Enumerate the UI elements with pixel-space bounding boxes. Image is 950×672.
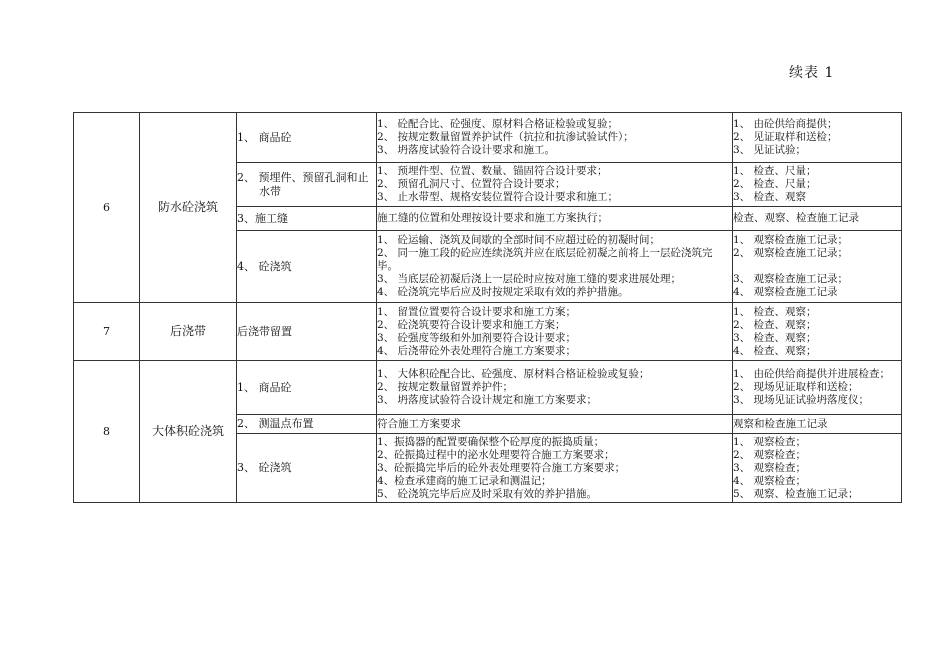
requirement-line: 3、 坍落度试验符合设计要求和施工。: [377, 144, 556, 156]
checks-cell: [733, 303, 902, 361]
item-name: 后浇带留置: [237, 303, 377, 361]
check-line: 4、 观察检查施工记录: [733, 286, 838, 298]
requirement-line: 4、 砼浇筑完毕后应及时按规定采取有效的养护措施。: [377, 286, 629, 298]
table-row: [74, 361, 902, 415]
requirement-line: 2、 同一施工段的砼应连续浇筑并应在底层砼初凝之前将上一层砼浇筑完毕。: [377, 247, 713, 272]
requirement-line: 符合施工方案要求: [377, 417, 461, 430]
check-line: 2、 观察检查施工记录；: [733, 247, 849, 259]
checks-cell: [733, 434, 902, 503]
table-row: [74, 303, 902, 361]
check-line: 3、 观察检查施工记录；: [733, 273, 849, 285]
continuation-title: 续表 1: [789, 65, 835, 81]
check-line: 观察和检查施工记录: [733, 417, 828, 430]
row-number: 8: [74, 361, 140, 503]
check-line: 4、 观察检查；: [733, 474, 807, 487]
item-name: 3、施工缝: [237, 207, 377, 231]
requirements-cell: [377, 303, 733, 361]
requirement-line: 施工缝的位置和处理按设计要求和施工方案执行；: [377, 212, 608, 224]
requirements-cell: [377, 207, 733, 231]
requirement-line: 3、砼振捣完毕后的砼外表处理要符合施工方案要求；: [377, 461, 626, 474]
requirement-line: 4、 后浇带砼外表处理符合施工方案要求；: [377, 344, 577, 357]
checks-cell: [733, 163, 902, 207]
checks-cell: [733, 231, 902, 303]
item-name: 2、 测温点布置: [237, 415, 377, 434]
requirement-line: 1、 留置位置要符合设计要求和施工方案；: [377, 305, 577, 318]
check-line: 1、 由砼供给商提供；: [733, 118, 838, 130]
check-line: 5、 观察、检查施工记录；: [733, 487, 859, 500]
check-line: 2、 见证取样和送检；: [733, 131, 838, 143]
check-line: 2、 现场见证取样和送检；: [733, 381, 859, 393]
check-line: 3、 检查、观察；: [733, 331, 817, 344]
check-line: 3、 观察检查；: [733, 461, 807, 474]
requirements-cell: [377, 415, 733, 434]
requirements-cell: [377, 361, 733, 415]
item-name: 2、 预埋件、预留孔洞和止水带: [237, 163, 377, 207]
check-line: 3、 现场见证试验坍落度仪；: [733, 394, 870, 406]
checks-cell: [733, 415, 902, 434]
row-number: 6: [74, 113, 140, 303]
item-name: 3、 砼浇筑: [237, 434, 377, 503]
requirement-line: 3、 止水带型、规格安装位置符合设计要求和施工；: [377, 191, 619, 203]
check-line: 检查、观察、检查施工记录: [733, 212, 859, 224]
section-name: 大体积砼浇筑: [140, 361, 237, 503]
checks-cell: [733, 207, 902, 231]
checks-cell: [733, 361, 902, 415]
check-line: 1、 检查、观察；: [733, 305, 817, 318]
check-line: 3、 见证试验；: [733, 144, 807, 156]
requirement-line: 3、 砼强度等级和外加剂要符合设计要求；: [377, 331, 577, 344]
requirement-line: 3、 坍落度试验符合设计规定和施工方案要求；: [377, 394, 598, 406]
row-number: 7: [74, 303, 140, 361]
section-name: 防水砼浇筑: [140, 113, 237, 303]
check-line: 1、 观察检查施工记录；: [733, 234, 849, 246]
checks-cell: [733, 113, 902, 163]
inspection-table: [73, 112, 902, 503]
table-row: [74, 113, 902, 163]
check-line: 2、 检查、尺量；: [733, 178, 817, 190]
check-line: [733, 260, 901, 273]
requirement-line: 5、 砼浇筑完毕后应及时采取有效的养护措施。: [377, 487, 598, 500]
requirement-line: 1、 砼运输、浇筑及间歇的全部时间不应超过砼的初凝时间；: [377, 234, 661, 246]
item-name: 1、 商品砼: [237, 361, 377, 415]
requirements-cell: [377, 231, 733, 303]
requirement-line: 1、 预埋件型、位置、数量、锚固符合设计要求；: [377, 165, 608, 177]
requirements-cell: [377, 163, 733, 207]
requirement-line: 4、检查承建商的施工记录和测温记；: [377, 474, 552, 487]
requirement-line: 2、 按规定数量留置养护件；: [377, 381, 514, 393]
check-line: 2、 检查、观察；: [733, 318, 817, 331]
requirement-line: 1、 砼配合比、砼强度、原材料合格证检验或复验；: [377, 118, 619, 130]
section-name: 后浇带: [140, 303, 237, 361]
requirements-cell: [377, 113, 733, 163]
requirement-line: 1、振捣器的配置要确保整个砼厚度的振捣质量；: [377, 435, 605, 448]
requirement-line: 3、 当底层砼初凝后浇上一层砼时应按对施工缝的要求进展处理；: [377, 273, 682, 285]
check-line: 1、 由砼供给商提供并进展检查；: [733, 368, 891, 380]
requirement-line: 2、 按规定数量留置养护试件（抗拉和抗渗试验试件）；: [377, 131, 634, 143]
item-name: 1、 商品砼: [237, 113, 377, 163]
check-line: 1、 观察检查；: [733, 435, 807, 448]
requirement-line: 2、 预留孔洞尺寸、位置符合设计要求；: [377, 178, 566, 190]
item-name: 4、 砼浇筑: [237, 231, 377, 303]
check-line: 3、 检查、观察: [733, 191, 807, 203]
requirements-cell: [377, 434, 733, 503]
check-line: 1、 检查、尺量；: [733, 165, 817, 177]
check-line: 2、 观察检查；: [733, 448, 807, 461]
requirement-line: 2、砼振捣过程中的泌水处理要符合施工方案要求；: [377, 448, 615, 461]
check-line: 4、 检查、观察；: [733, 344, 817, 357]
requirement-line: 2、 砼浇筑要符合设计要求和施工方案；: [377, 318, 566, 331]
requirement-line: 1、 大体积砼配合比、砼强度、原材料合格证检验或复验；: [377, 368, 650, 380]
